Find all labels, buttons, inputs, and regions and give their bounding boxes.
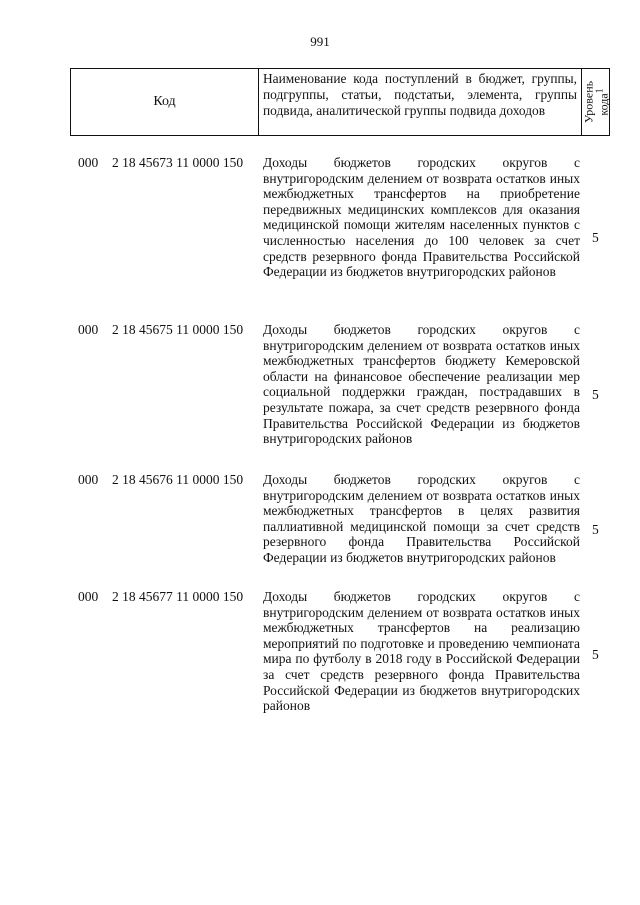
row-admin-code: 000 xyxy=(78,155,99,170)
header-level-footnote: 1 xyxy=(594,88,606,94)
row-level: 5 xyxy=(592,522,599,537)
header-level-column xyxy=(582,69,610,135)
header-level-text: Уровень кода xyxy=(582,80,610,124)
row-income-code: 2 18 45676 11 0000 150 xyxy=(112,472,244,487)
row-code xyxy=(78,472,243,488)
row-level: 5 xyxy=(592,387,599,402)
row-level: 5 xyxy=(592,647,599,662)
row-income-code: 2 18 45673 11 0000 150 xyxy=(112,155,244,170)
row-admin-code: 000 xyxy=(78,589,99,604)
table-header xyxy=(70,68,610,136)
page-number: 991 xyxy=(310,34,330,49)
row-description: Доходы бюджетов городских округов с внутригородским делением от возврата остатков иных межбюджетных трансфертов бюджету Кемеровской области на финансовое обеспечение реализации мер социальной поддержки граждан, пострадавших в результате пожара, за счет средств резервного фонда Правительства Российской Федерации из бюджетов внутригородских районов xyxy=(263,322,580,447)
row-description: Доходы бюджетов городских округов с внутригородским делением от возврата остатков иных межбюджетных трансфертов на приобретение передвижных медицинских комплексов для оказания медицинской помощи жителям населенных пунктов с численностью населения до 100 человек за счет средств резервного фонда Правительства Российской Федерации из бюджетов внутригородских районов xyxy=(263,155,580,280)
header-code-column: Код xyxy=(71,69,259,135)
row-code xyxy=(78,589,243,605)
header-name-column: Наименование кода поступлений в бюджет, группы, подгруппы, статьи, подстатьи, элемента, группы подвида, аналитической группы подвида доходов xyxy=(259,69,582,135)
header-level-label xyxy=(583,69,610,135)
row-admin-code: 000 xyxy=(78,472,99,487)
row-code xyxy=(78,322,243,338)
row-description: Доходы бюджетов городских округов с внутригородским делением от возврата остатков иных межбюджетных трансфертов на реализацию мероприятий по подготовке и проведению чемпионата мира по футболу в 2018 году в Российской Федерации за счет средств резервного фонда Правительства Российской Федерации из бюджетов внутригородских районов xyxy=(263,589,580,714)
row-admin-code: 000 xyxy=(78,322,99,337)
row-income-code: 2 18 45677 11 0000 150 xyxy=(112,589,244,604)
row-level: 5 xyxy=(592,230,599,245)
row-income-code: 2 18 45675 11 0000 150 xyxy=(112,322,244,337)
row-description: Доходы бюджетов городских округов с внутригородским делением от возврата остатков иных межбюджетных трансфертов в целях развития паллиативной медицинской помощи за счет средств резервного фонда Правительства Российской Федерации из бюджетов внутригородских районов xyxy=(263,472,580,565)
row-code xyxy=(78,155,243,171)
